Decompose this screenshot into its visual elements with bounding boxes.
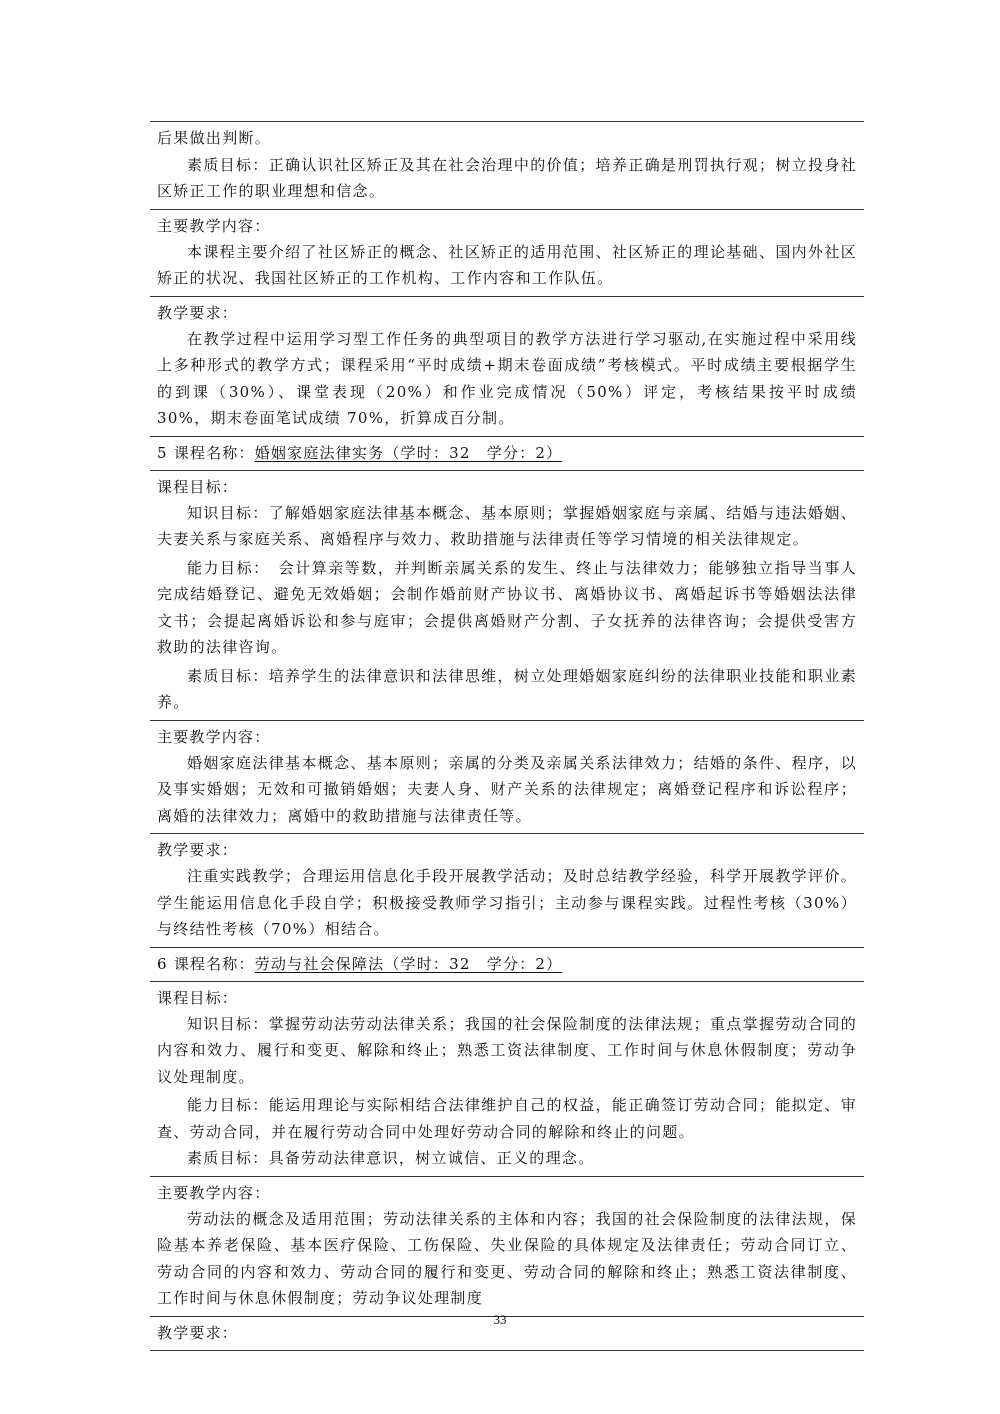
course5-requirements-heading: 教学要求： (157, 841, 239, 859)
course6-title-cell (150, 947, 864, 981)
course6-content-text: 劳动法的概念及适用范围；劳动法律关系的主体和内容；我国的社会保险制度的法律法规，保险基本养老保险、基本医疗保险、工伤保险、失业保险的具体规定及法律责任；劳动合同订立、劳动合同的内容和效力、劳动合同的履行和变更、劳动合同的解除和终止；熟悉工资法律制度、工作时间与休息休假制度；劳动争议处理制度 (157, 1209, 857, 1307)
course6-knowledge-goal: 知识目标：掌握劳动法劳动法律关系；我国的社会保险制度的法律法规；重点掌握劳动合同的内容和效力、履行和变更、解除和终止；熟悉工资法律制度、工作时间与休息休假制度；劳动争议处理制度。 (157, 1014, 857, 1086)
course6-content-cell (150, 1176, 864, 1316)
course4-requirements-text: 在教学过程中运用学习型工作任务的典型项目的教学方法进行学习驱动,在实施过程中采用线上多种形式的教学方式；课程采用“平时成绩+期末卷面成绩”考核模式。平时成绩主要根据学生的到课（30%）、课堂表现（20%）和作业完成情况（50%）评定，考核结果按平时成绩 30%，期末卷面笔试成绩 70%，折算成百分制。 (157, 329, 857, 427)
course6-goals-cell (150, 981, 864, 1176)
course4-requirements-heading: 教学要求： (157, 303, 239, 322)
course5-content-heading: 主要教学内容： (157, 727, 271, 746)
course5-goals-cell (150, 470, 864, 720)
course6-number-label: 6 课程名称： (157, 954, 255, 973)
continuation-cell (150, 121, 864, 209)
course5-title (157, 440, 857, 466)
page-number: 33 (493, 1312, 507, 1327)
course5-knowledge-goal: 知识目标：了解婚姻家庭法律基本概念、基本原则；掌握婚姻家庭与亲属、结婚与违法婚姻、夫妻关系与家庭关系、离婚程序与效力、救助措施与法律责任等学习情境的相关法律规定。 (157, 503, 857, 548)
course5-quality-goal: 素质目标：培养学生的法律意识和法律思维，树立处理婚姻家庭纠纷的法律职业技能和职业素养。 (157, 666, 857, 711)
course4-content-heading: 主要教学内容： (157, 216, 271, 235)
course5-requirements-cell (150, 833, 864, 947)
course6-quality-goal: 素质目标：具备劳动法律意识，树立诚信、正义的理念。 (187, 1149, 595, 1167)
course5-number-label: 5 课程名称： (157, 443, 255, 462)
course6-content-heading: 主要教学内容： (157, 1183, 271, 1202)
course4-requirements-cell (150, 296, 864, 436)
course6-goals-heading: 课程目标： (157, 988, 239, 1007)
course5-goals-heading: 课程目标： (157, 477, 239, 496)
course5-name: 婚姻家庭法律实务（学时：32 学分：2） (254, 443, 563, 462)
course-outline-table (150, 121, 864, 1351)
course6-ability-goal: 能力目标：能运用理论与实际相结合法律维护自己的权益，能正确签订劳动合同；能拟定、审查、劳动合同，并在履行劳动合同中处理好劳动合同的解除和终止的问题。 (157, 1096, 857, 1141)
course4-quality-goal: 素质目标：正确认识社区矫正及其在社会治理中的价值；培养正确是刑罚执行观；树立投身社区矫正工作的职业理想和信念。 (157, 155, 857, 200)
course5-ability-goal: 能力目标： 会计算亲等数，并判断亲属关系的发生、终止与法律效力；能够独立指导当事人完成结婚登记、避免无效婚姻；会制作婚前财产协议书、离婚协议书、离婚起诉书等婚姻法法律文书；会提起离婚诉讼和参与庭审；会提供离婚财产分割、子女抚养的法律咨询；会提供受害方救助的法律咨询。 (157, 558, 857, 656)
course5-requirements-text: 注重实践教学；合理运用信息化手段开展教学活动；及时总结教学经验，科学开展教学评价。学生能运用信息化手段自学；积极接受教师学习指引；主动参与课程实践。过程性考核（30%）与终结性考核（70%）相结合。 (157, 867, 857, 938)
course6-title (157, 951, 857, 977)
course5-content-cell (150, 720, 864, 834)
course5-content-text: 婚姻家庭法律基本概念、基本原则；亲属的分类及亲属关系法律效力；结婚的条件、程序，以及事实婚姻；无效和可撤销婚姻；夫妻人身、财产关系的法律规定；离婚登记程序和诉讼程序；离婚的法律效力；离婚中的救助措施与法律责任等。 (157, 753, 857, 825)
course6-requirements-heading: 教学要求： (157, 1323, 239, 1342)
course4-content-cell (150, 209, 864, 296)
course5-title-cell (150, 436, 864, 470)
course6-name: 劳动与社会保障法（学时：32 学分：2） (254, 954, 563, 973)
course4-content-text: 本课程主要介绍了社区矫正的概念、社区矫正的适用范围、社区矫正的理论基础、国内外社区矫正的状况、我国社区矫正的工作机构、工作内容和工作队伍。 (157, 242, 857, 287)
continuation-text: 后果做出判断。 (157, 129, 272, 147)
